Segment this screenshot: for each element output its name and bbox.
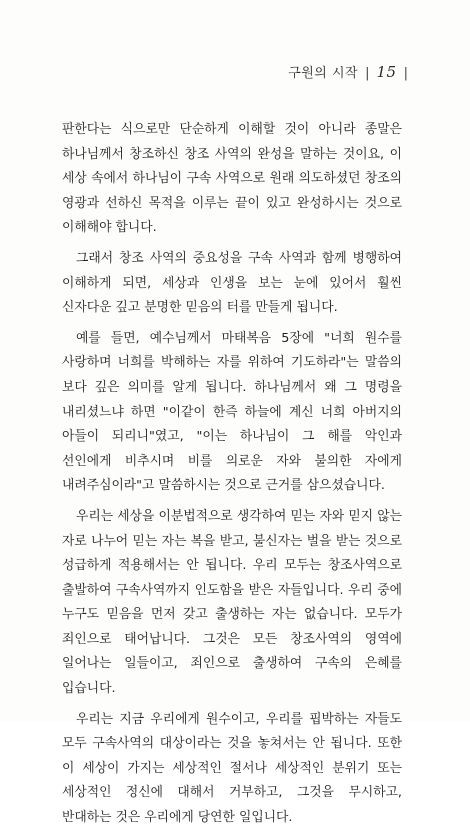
paragraph: 우리는 지금 우리에게 원수이고, 우리를 핍박하는 자들도 모두 구속사역의 대상이라는 것을 놓쳐서는 안 됩니다. 또한 이 세상이 가지는 세상적인 절서나 세상적인 분위기 또는 세상적인 정신에 대해서 거부하고, 그것을 무시하고, 반대하는 것은 우리에게 당연한 일입니다. [62, 711, 402, 826]
paragraph: 우리는 세상을 이분법적으로 생각하여 믿는 자와 믿지 않는 자로 나누어 믿는 자는 복을 받고, 불신자는 벌을 받는 것으로 성급하게 적용해서는 안 됩니다. 우리 모두는 창조사역으로 출발하여 구속사역까지 인도함을 받은 자들입니다. 우리 중에 누구도 믿음을 먼저 갖고 출생하는 자는 없습니다. 모두가 죄인으로 태어납니다. 그것은 모든 창조사역의 영역에 일어나는 일들이고, 죄인으로 출생하여 구속의 은혜를 입습니다. [62, 508, 402, 697]
paragraph: 예를 들면, 예수님께서 마태복음 5장에 "너희 원수를 사랑하며 너희를 박해하는 자를 위하여 기도하라"는 말씀의 보다 깊은 의미를 알게 됩니다. 하나님께서 왜 그 명령을 내리셨느냐 하면 "이같이 한즉 하늘에 계신 너희 아버지의 아들이 되리니"였고, "이는 하나님이 그 해를 악인과 선인에게 비추시며 비를 의로운 자와 불의한 자에게 내려주심이라"고 말씀하시는 것으로 근거를 삼으셨습니다. [62, 330, 402, 494]
running-title: 구원의 시작 [288, 66, 359, 81]
paragraph: 그래서 창조 사역의 중요성을 구속 사역과 함께 병행하여 이해하게 되면, 세상과 인생을 보는 눈에 있어서 훨씬 신자다운 깊고 분명한 믿음의 터를 만들게 됩니다. [62, 250, 402, 316]
page-number: 15 [376, 63, 397, 81]
paragraph: 판한다는 식으로만 단순하게 이해할 것이 아니라 종말은 하나님께서 창조하신 창조 사역의 완성을 말하는 것이요, 이 세상 속에서 하나님이 구속 사역으로 원래 의도하셨던 창조의 영광과 선하신 목적을 이루는 끝이 있고 완성하시는 것으로 이해해야 합니다. [62, 122, 402, 236]
body-text [62, 118, 402, 837]
page-header [288, 62, 408, 81]
header-separator: | [365, 66, 370, 81]
header-end-bar: | [403, 66, 408, 81]
